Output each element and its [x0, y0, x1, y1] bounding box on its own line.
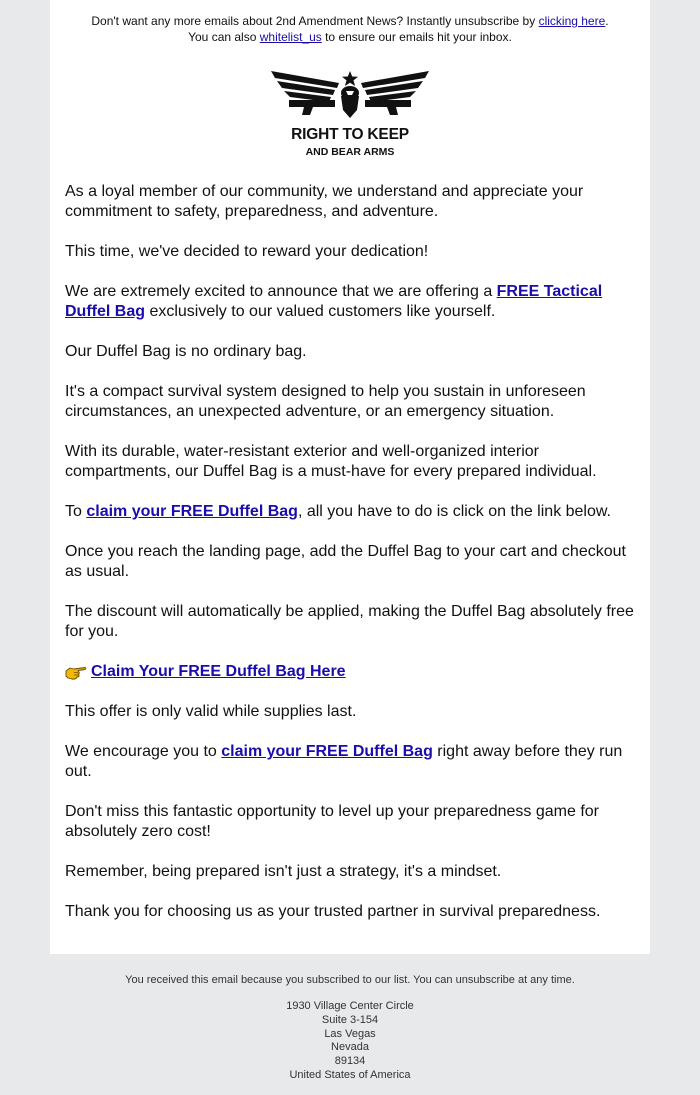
free-tactical-duffel-bag-link[interactable]: FREE Tactical Duffel Bag [65, 283, 603, 320]
paragraph-thanks: Thank you for choosing us as your trusted partner in survival preparedness. [65, 903, 601, 920]
email-card [50, 0, 650, 954]
preheader-text: Don't want any more emails about 2nd Amendment News? Instantly unsubscribe by [91, 14, 539, 28]
paragraph-survival-system: It's a compact survival system designed to help you sustain in unforeseen circumstances, an unexpected adventure, or an emergency situation. [65, 383, 586, 420]
unsubscribe-link[interactable]: clicking here [538, 14, 606, 28]
subscription-note: You received this email because you subscribed to our list. You can unsubscribe at any time. [125, 974, 575, 986]
paragraph-reward: This time, we've decided to reward your dedication! [65, 243, 429, 260]
paragraph-opportunity: Don't miss this fantastic opportunity to level up your preparedness game for absolutely zero cost! [65, 803, 599, 840]
paragraph-encourage [65, 742, 639, 782]
paragraph-claim-instructions [65, 502, 639, 522]
paragraph-text: We are extremely excited to announce that we are offering a [65, 283, 497, 300]
preheader-line-1 [50, 13, 650, 29]
address-line: Las Vegas [324, 1027, 376, 1040]
claim-free-duffel-bag-cta-link[interactable]: Claim Your FREE Duffel Bag Here [91, 663, 346, 680]
logo-line-1: RIGHT TO KEEP [291, 126, 409, 143]
address-line: 1930 Village Center Circle [286, 1000, 414, 1012]
email-body [65, 182, 639, 942]
paragraph-ordinary: Our Duffel Bag is no ordinary bag. [65, 343, 307, 360]
eagle-wings-pistols-logo-icon [269, 68, 431, 126]
paragraph-text: exclusively to our valued customers like yourself. [145, 303, 496, 320]
paragraph-text: , all you have to do is click on the link below. [297, 503, 611, 520]
paragraph-discount: The discount will automatically be applied, making the Duffel Bag absolutely free for you. [65, 603, 634, 640]
address-line: 89134 [334, 1055, 366, 1068]
paragraph-intro: As a loyal member of our community, we understand and appreciate your commitment to safety, preparedness, and adventure. [65, 183, 584, 220]
cta-row [65, 662, 639, 682]
claim-duffel-bag-link-2[interactable]: claim your FREE Duffel Bag [221, 743, 433, 760]
address-line: Nevada [331, 1041, 369, 1054]
paragraph-text: right away before they run out. [65, 743, 623, 780]
email-footer [0, 972, 700, 1083]
whitelist-link[interactable]: whitelist_us [259, 30, 322, 44]
paragraph-announce [65, 282, 639, 322]
preheader-line-2 [50, 29, 650, 45]
paragraph-durable: With its durable, water-resistant exterior and well-organized interior compartments, our Duffel Bag is a must-have for every prepared individual. [65, 443, 597, 480]
preheader-text: . [605, 14, 609, 28]
paragraph-landing-page: Once you reach the landing page, add the Duffel Bag to your cart and checkout as usual. [65, 543, 626, 580]
paragraph-text: We encourage you to [65, 743, 222, 760]
claim-duffel-bag-link[interactable]: claim your FREE Duffel Bag [86, 503, 298, 520]
preheader [50, 13, 650, 45]
preheader-text: to ensure our emails hit your inbox. [321, 30, 512, 44]
brand-logo [269, 68, 431, 162]
paragraph-mindset: Remember, being prepared isn't just a strategy, it's a mindset. [65, 863, 502, 880]
paragraph-text: To [65, 503, 87, 520]
mailing-address [0, 1000, 700, 1083]
logo-line-2: AND BEAR ARMS [305, 146, 395, 158]
preheader-text: You can also [188, 30, 260, 44]
pointing-hand-icon [65, 664, 87, 680]
paragraph-supplies: This offer is only valid while supplies last. [65, 703, 357, 720]
address-line: United States of America [289, 1068, 411, 1081]
address-line: Suite 3-154 [321, 1013, 379, 1026]
